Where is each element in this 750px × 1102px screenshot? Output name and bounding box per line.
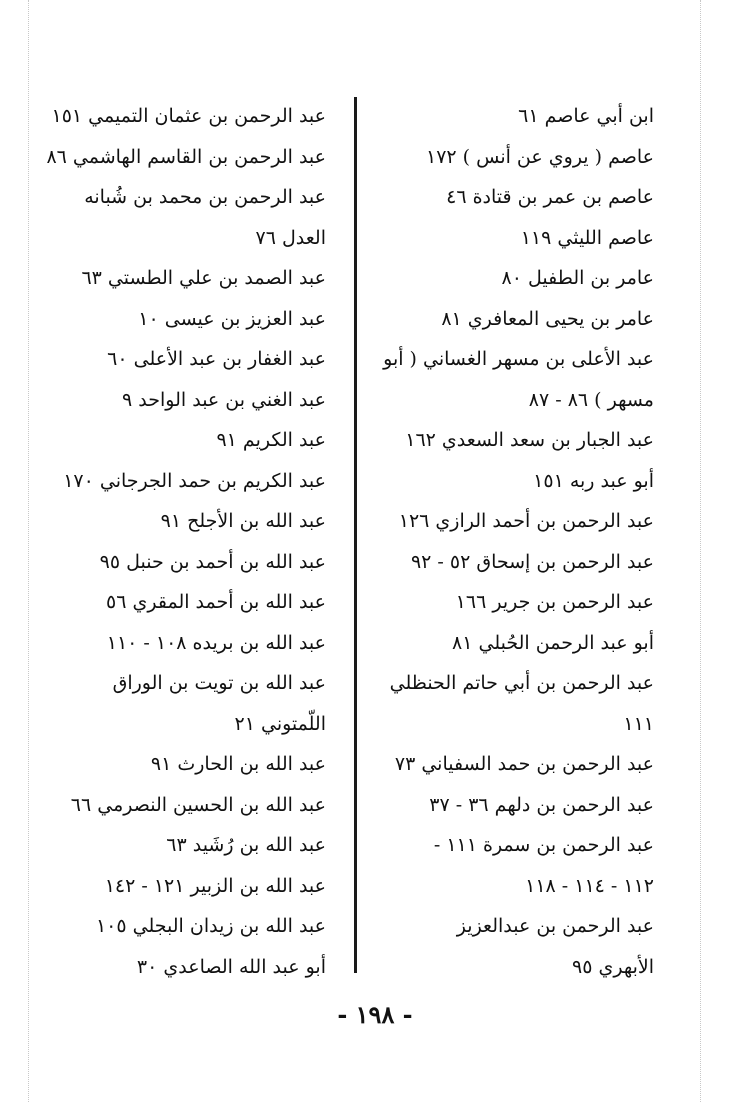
index-entry: عبد الله بن الحسين النصرمي ٦٦ [70,793,326,816]
index-entry: عبد الرحمن بن أبي حاتم الحنظلي [389,672,654,694]
index-entry: أبو عبد الله الصاعدي ٣٠ [136,955,326,978]
index-entry: عبد الرحمن بن عثمان التميمي ١٥١ [51,105,326,127]
index-entry: ابن أبي عاصم ٦١ [518,105,654,127]
index-entry: عبد الرحمن بن القاسم الهاشمي ٨٦ [46,145,326,168]
index-entry: عبد الرحمن بن محمد بن شُبانه [84,186,326,208]
index-entry: عبد الله بن تويت بن الوراق [112,672,326,694]
index-entry: عبد الرحمن بن دلهم ٣٦ - ٣٧ [429,793,654,816]
index-entry: عبد الغني بن عبد الواحد ٩ [122,388,326,411]
index-entry: عبد الله بن رُشَيد ٦٣ [166,834,326,856]
index-entry: أبو عبد ربه ١٥١ [533,469,654,492]
index-entry: عبد الله بن أحمد بن حنبل ٩٥ [99,550,326,573]
index-entry: عاصم الليثي ١١٩ [520,226,654,249]
index-entry: عبد الغفار بن عبد الأعلى ٦٠ [107,348,326,370]
index-entry: عبد الله بن الزبير ١٢١ - ١٤٢ [104,874,326,897]
index-column-left [41,96,326,987]
page-number: - ١٩٨ - [337,1000,413,1029]
index-entry: عبد الأعلى بن مسهر الغساني ( أبو [383,348,654,370]
index-entry: عامر بن الطفيل ٨٠ [501,267,654,289]
index-entry: عبد الله بن زيدان البجلي ١٠٥ [95,915,326,937]
column-divider [354,97,357,973]
index-entry: عبد الرحمن بن حمد السفياني ٧٣ [394,753,654,775]
index-entry: عبد الرحمن بن سمرة ١١١ - [433,834,654,856]
index-entry: عبد الصمد بن علي الطستي ٦٣ [81,267,326,289]
index-entry: عاصم ( يروي عن أنس ) ١٧٢ [425,145,654,168]
index-entry: عبد الله بن بريده ١٠٨ - ١١٠ [106,631,326,654]
index-entry: مسهر ) ٨٦ - ٨٧ [528,388,654,411]
index-entry: عبد الله بن أحمد المقري ٥٦ [106,591,326,613]
index-column-right [379,96,654,987]
index-entry: عبد الله بن الأجلح ٩١ [160,510,326,532]
scan-artifact-line [700,0,701,1102]
index-entry: عبد العزيز بن عيسى ١٠ [138,307,326,330]
index-entry: العدل ٧٦ [255,226,326,249]
index-entry: عبد الجبار بن سعد السعدي ١٦٢ [405,429,654,451]
index-entry: اللّمتوني ٢١ [234,712,326,735]
index-entry: عبد الرحمن بن إسحاق ٥٢ - ٩٢ [410,550,654,573]
index-entry: عاصم بن عمر بن قتادة ٤٦ [446,186,654,208]
index-entry: ١١٢ - ١١٤ - ١١٨ [525,874,654,897]
index-entry: عامر بن يحيى المعافري ٨١ [441,307,654,330]
index-entry: ١١١ [623,712,654,735]
index-entry: عبد الرحمن بن عبدالعزيز [456,915,654,937]
index-entry: عبد الله بن الحارث ٩١ [150,753,326,775]
index-entry: أبو عبد الرحمن الحُبلي ٨١ [452,631,654,654]
index-entry: عبد الرحمن بن أحمد الرازي ١٢٦ [398,510,654,532]
scan-artifact-line [28,0,29,1102]
index-entry: الأبهري ٩٥ [572,955,654,978]
index-entry: عبد الكريم بن حمد الجرجاني ١٧٠ [63,469,326,492]
index-entry: عبد الرحمن بن جرير ١٦٦ [455,591,654,613]
index-entry: عبد الكريم ٩١ [216,429,326,451]
